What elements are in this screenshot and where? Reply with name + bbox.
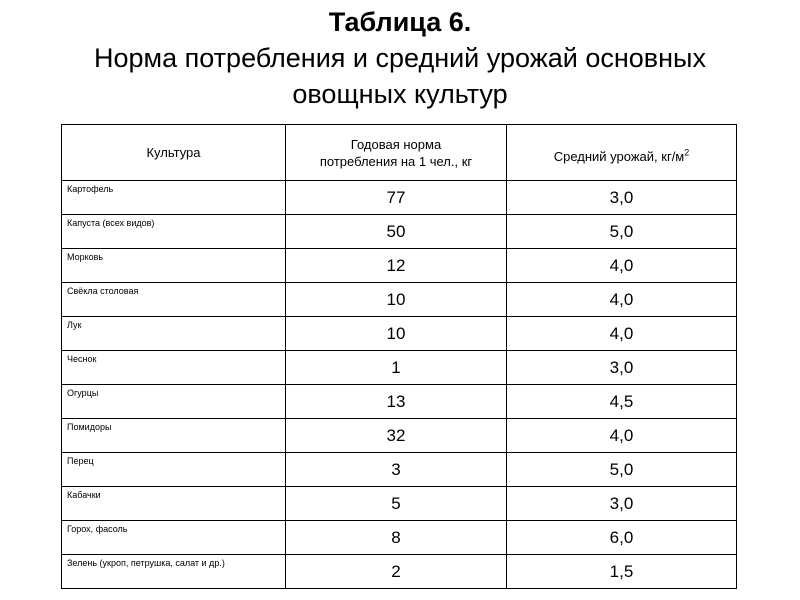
cell-average-yield: 3,0 [507,487,737,521]
table-row [62,317,737,351]
table-row [62,521,737,555]
table-body [62,181,737,589]
cell-consumption-norm: 3 [286,453,507,487]
cell-average-yield: 4,5 [507,385,737,419]
cell-average-yield: 6,0 [507,521,737,555]
cell-culture-name: Зелень (укроп, петрушка, салат и др.) [62,555,286,589]
header-culture: Культура [62,125,286,181]
cell-average-yield: 3,0 [507,351,737,385]
table-row [62,487,737,521]
table-row [62,385,737,419]
cell-average-yield: 1,5 [507,555,737,589]
table-row [62,351,737,385]
cell-average-yield: 4,0 [507,317,737,351]
cell-consumption-norm: 10 [286,317,507,351]
cell-culture-name: Горох, фасоль [62,521,286,555]
cell-culture-name: Морковь [62,249,286,283]
table-header-row [62,125,737,181]
cell-culture-name: Кабачки [62,487,286,521]
cell-culture-name: Лук [62,317,286,351]
header-yield-superscript: 2 [684,147,690,158]
cell-culture-name: Помидоры [62,419,286,453]
cell-consumption-norm: 77 [286,181,507,215]
cell-culture-name: Капуста (всех видов) [62,215,286,249]
cell-consumption-norm: 10 [286,283,507,317]
cell-culture-name: Огурцы [62,385,286,419]
table-row [62,249,737,283]
header-norm-line-1: Годовая норма [350,136,442,152]
cell-average-yield: 5,0 [507,215,737,249]
cell-culture-name: Чеснок [62,351,286,385]
cell-average-yield: 3,0 [507,181,737,215]
page-title [0,4,800,112]
consumption-yield-table [61,124,737,589]
cell-consumption-norm: 2 [286,555,507,589]
cell-consumption-norm: 13 [286,385,507,419]
cell-consumption-norm: 50 [286,215,507,249]
title-text-line-1: Норма потребления и средний урожай основных [94,43,706,73]
table-row [62,215,737,249]
cell-culture-name: Перец [62,453,286,487]
cell-consumption-norm: 32 [286,419,507,453]
header-average-yield [507,125,737,181]
header-yield-text: Средний урожай, кг/м [553,149,685,164]
cell-culture-name: Картофель [62,181,286,215]
title-text-line-2: овощных культур [292,79,508,109]
table-row [62,555,737,589]
title-table-number: Таблица 6. [328,7,472,37]
header-consumption-norm [286,125,507,181]
table-row [62,181,737,215]
cell-culture-name: Свёкла столовая [62,283,286,317]
cell-average-yield: 4,0 [507,249,737,283]
table-row [62,453,737,487]
cell-consumption-norm: 5 [286,487,507,521]
cell-average-yield: 5,0 [507,453,737,487]
cell-consumption-norm: 12 [286,249,507,283]
header-norm-line-2: потребления на 1 чел., кг [319,153,473,169]
cell-average-yield: 4,0 [507,419,737,453]
cell-average-yield: 4,0 [507,283,737,317]
table-row [62,419,737,453]
cell-consumption-norm: 8 [286,521,507,555]
table-row [62,283,737,317]
cell-consumption-norm: 1 [286,351,507,385]
